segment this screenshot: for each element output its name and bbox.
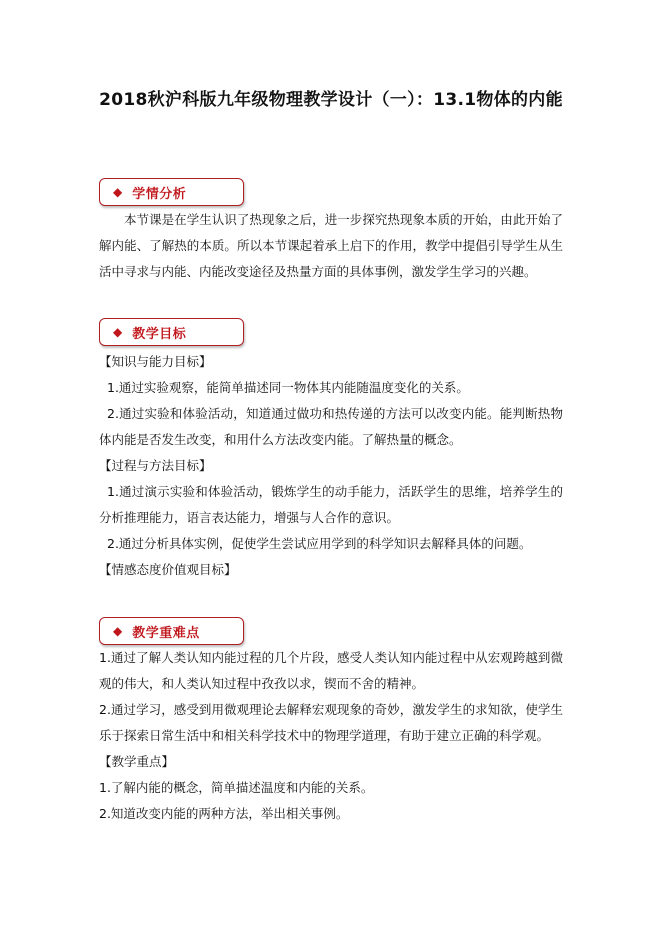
subheading: 【情感态度价值观目标】 <box>99 562 237 577</box>
section-heading: 学情分析 <box>132 186 187 202</box>
section-body-objectives <box>99 349 563 583</box>
subheading: 【教学重点】 <box>99 754 175 769</box>
paragraph: 2.通过学习，感受到用微观理论去解释宏观现象的奇妙，激发学生的求知欲，使学生乐于探索日常生活中和相关科学技术中的物理学道理，有助于建立正确的科学观。 <box>99 702 563 743</box>
section-heading: 教学目标 <box>132 326 187 342</box>
diamond-bullet-icon: ◆ <box>113 624 123 638</box>
section-body-situation <box>99 207 563 285</box>
section-body-key-points <box>99 645 563 827</box>
section-heading: 教学重难点 <box>132 625 200 641</box>
paragraph: 本节课是在学生认识了热现象之后，进一步探究热现象本质的开始，由此开始了解内能、了解热的本质。所以本节课起着承上启下的作用，教学中提倡引导学生从生活中寻求与内能、内能改变途径及热量方面的具体事例，激发学生学习的兴趣。 <box>99 212 563 279</box>
paragraph: 1.了解内能的概念，简单描述温度和内能的关系。 <box>99 780 374 795</box>
paragraph: 1.通过了解人类认知内能过程的几个片段，感受人类认知内能过程中从宏观跨越到微观的伟大，和人类认知过程中孜孜以求，锲而不舍的精神。 <box>99 650 563 691</box>
paragraph: 2.知道改变内能的两种方法，举出相关事例。 <box>99 806 349 821</box>
paragraph: 1.通过演示实验和体验活动，锻炼学生的动手能力，活跃学生的思维，培养学生的分析推理能力，语言表达能力，增强与人合作的意识。 <box>99 484 563 525</box>
document-title: 2018秋沪科版九年级物理教学设计（一）：13.1物体的内能 <box>99 90 563 110</box>
paragraph: 2.通过实验和体验活动，知道通过做功和热传递的方法可以改变内能。能判断热物体内能是否发生改变，和用什么方法改变内能。了解热量的概念。 <box>99 406 563 447</box>
section-header-situation <box>99 178 244 206</box>
section-header-objectives <box>99 318 244 346</box>
diamond-bullet-icon: ◆ <box>113 185 123 199</box>
diamond-bullet-icon: ◆ <box>113 325 123 339</box>
paragraph: 2.通过分析具体实例，促使学生尝试应用学到的科学知识去解释具体的问题。 <box>107 536 532 551</box>
paragraph: 1.通过实验观察，能简单描述同一物体其内能随温度变化的关系。 <box>107 380 469 395</box>
subheading: 【知识与能力目标】 <box>99 354 212 369</box>
subheading: 【过程与方法目标】 <box>99 458 212 473</box>
section-header-key-points <box>99 617 244 645</box>
